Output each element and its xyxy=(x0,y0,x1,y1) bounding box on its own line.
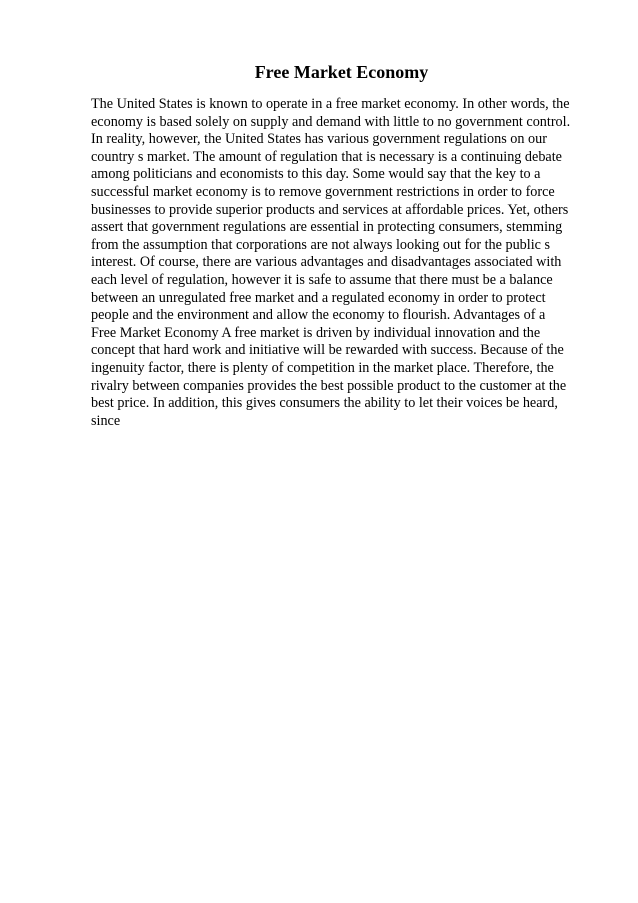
body-line: successful market economy is to remove government restrictions in order to force xyxy=(91,183,555,200)
body-line: In reality, however, the United States has various government regulations on our xyxy=(91,131,547,148)
body-line: people and the environment and allow the economy to flourish. Advantages of a xyxy=(91,307,546,324)
body-line: from the assumption that corporations are not always looking out for the public s xyxy=(91,236,551,253)
body-line: interest. Of course, there are various advantages and disadvantages associated with xyxy=(91,254,562,271)
body-line: businesses to provide superior products and services at affordable prices. Yet, others xyxy=(91,201,569,218)
document-title: Free Market Economy xyxy=(254,62,429,82)
body-line: ingenuity factor, there is plenty of competition in the market place. Therefore, the xyxy=(91,359,554,376)
body-line: economy is based solely on supply and demand with little to no government control. xyxy=(91,113,571,130)
body-line: Free Market Economy A free market is driven by individual innovation and the xyxy=(91,324,541,341)
document-body xyxy=(91,96,591,430)
body-line: among politicians and economists to this day. Some would say that the key to a xyxy=(91,166,541,183)
body-line: rivalry between companies provides the best possible product to the customer at the xyxy=(91,377,567,394)
body-line: country s market. The amount of regulation that is necessary is a continuing debate xyxy=(91,148,562,165)
body-line: since xyxy=(91,412,121,429)
body-line: each level of regulation, however it is safe to assume that there must be a balance xyxy=(91,271,553,288)
body-line: between an unregulated free market and a regulated economy in order to protect xyxy=(91,289,546,306)
body-line: The United States is known to operate in a free market economy. In other words, the xyxy=(91,96,570,112)
body-line: assert that government regulations are essential in protecting consumers, stemming xyxy=(91,219,563,236)
body-line: concept that hard work and initiative will be rewarded with success. Because of the xyxy=(91,342,564,359)
body-line: best price. In addition, this gives consumers the ability to let their voices be heard, xyxy=(91,395,558,412)
